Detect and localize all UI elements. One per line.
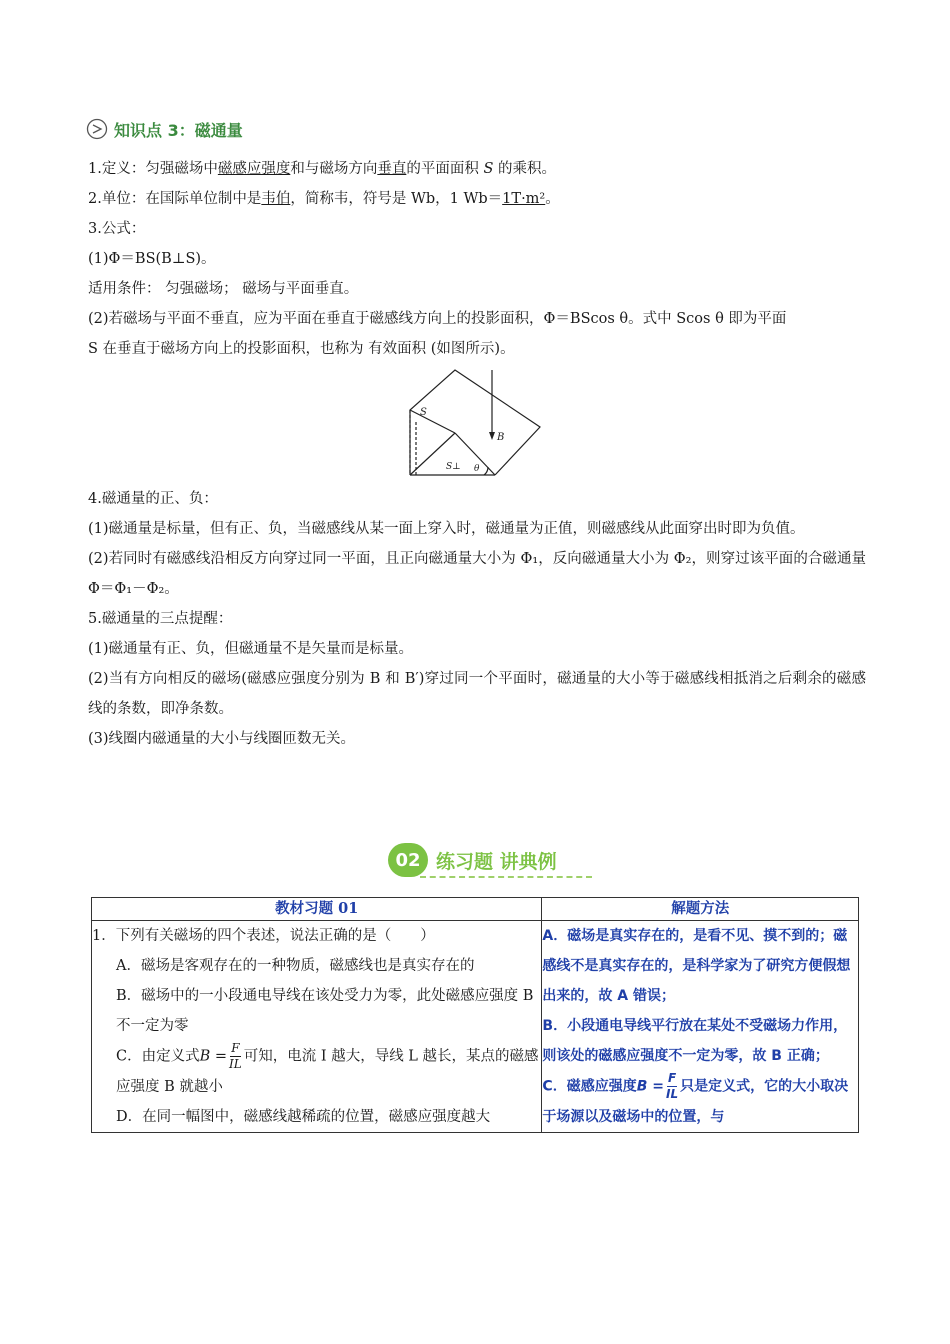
sign-heading: 4.磁通量的正、负： xyxy=(88,491,218,507)
formula-heading: 3.公式： xyxy=(88,221,146,237)
arrow-circle-icon xyxy=(86,118,108,140)
figure-label-s: S xyxy=(420,407,427,418)
fraction-denominator: IL xyxy=(229,1057,242,1071)
fraction-numerator: F xyxy=(231,1041,240,1055)
solution-cell xyxy=(542,921,859,1133)
unit-text-2: ，简称韦，符号是 Wb，1 Wb＝ xyxy=(290,191,503,207)
figure-inclined-plane xyxy=(410,370,540,475)
tip-1: (1)磁通量有正、负，但磁通量不是矢量而是标量。 xyxy=(88,641,414,657)
tip-3: (3)线圈内磁通量的大小与线圈匝数无关。 xyxy=(88,731,356,747)
solution-a: A．磁场是真实存在的，是看不见、摸不到的；磁感线不是真实存在的，是科学家为了研究方便假想出来的，故 A 错误； xyxy=(542,928,851,1004)
definition-text-1: 1.定义：匀强磁场中 xyxy=(88,161,218,177)
solution-c-suffix: 只是定义式，它的大小取决于场源以及磁场中的位置，与 xyxy=(542,1078,849,1125)
section-number-badge: 02 xyxy=(388,843,428,877)
definition-symbol-s: S xyxy=(483,161,494,177)
solution-c-fraction xyxy=(666,1071,678,1102)
projection-figure xyxy=(400,365,550,480)
knowledge-point-title: 知识点 3：磁通量 xyxy=(114,120,243,140)
option-c-suffix: 可知，电流 I 越大，导线 L 越长，某点的磁感应强度 B 就越小 xyxy=(116,1048,539,1095)
solution-c-formula-lhs: B = xyxy=(636,1078,664,1095)
question-cell xyxy=(92,921,542,1133)
option-d: D．在同一幅图中，磁感线越稀疏的位置，磁感应强度越大 xyxy=(116,1109,491,1125)
definition-line xyxy=(88,154,866,184)
solution-c xyxy=(542,1071,858,1132)
definition-text-4: 的乘积。 xyxy=(493,161,556,177)
solution-b: B．小段通电导线平行放在某处不受磁场力作用，则该处的磁感应强度不一定为零，故 B 正确； xyxy=(542,1018,848,1064)
option-c-fraction xyxy=(229,1041,242,1072)
figure-label-b: B xyxy=(497,432,505,443)
conditions-line: 适用条件： 匀强磁场； 磁场与平面垂直。 xyxy=(88,281,359,297)
formula-1: (1)Φ＝BS(B⊥S)。 xyxy=(88,251,216,267)
figure-label-sperp: S⊥ xyxy=(446,462,461,472)
option-a: A．磁场是客观存在的一种物质，磁感线也是真实存在的 xyxy=(116,958,475,974)
formula-2-line-1: (2)若磁场与平面不垂直，应为平面在垂直于磁感线方向上的投影面积，Φ＝BScos θ。式中 Scos θ 即为平面 xyxy=(88,311,787,327)
exercise-header: 教材习题 01 xyxy=(92,898,542,921)
exercise-table xyxy=(91,897,859,1133)
definition-text-3: 的平面面积 xyxy=(406,161,484,177)
solution-c-prefix: C．磁感应强度 xyxy=(542,1078,637,1095)
section-title: 练习题 讲典例 xyxy=(436,850,557,873)
sign-point-1: (1)磁通量是标量，但有正、负，当磁感线从某一面上穿入时，磁通量为正值，则磁感线从此面穿出时即为负值。 xyxy=(88,521,805,537)
unit-text-3: 。 xyxy=(545,191,560,207)
body-text-2 xyxy=(88,484,866,754)
option-c-formula-lhs: B = xyxy=(199,1048,228,1065)
unit-text-1: 2.单位：在国际单位制中是 xyxy=(88,191,262,207)
body-text xyxy=(88,154,866,364)
unit-line xyxy=(88,184,866,214)
banner-dashed-underline xyxy=(420,876,592,878)
question-stem: 1．下列有关磁场的四个表述，说法正确的是（ ） xyxy=(92,928,435,944)
solution-fraction-denominator: IL xyxy=(665,1087,679,1101)
solution-header: 解题方法 xyxy=(542,898,859,921)
definition-text-2: 和与磁场方向 xyxy=(290,161,378,177)
unit-underline-2: 1T·m² xyxy=(502,191,546,207)
figure-ridge-2 xyxy=(410,410,455,433)
option-b: B．磁场中的一小段通电导线在该处受力为零，此处磁感应强度 B 不一定为零 xyxy=(116,988,534,1034)
sign-point-2: (2)若同时有磁感线沿相反方向穿过同一平面，且正向磁通量大小为 Φ₁，反向磁通量大小为 Φ₂，则穿过该平面的合磁通量 Φ＝Φ₁－Φ₂。 xyxy=(88,551,866,597)
tips-heading: 5.磁通量的三点提醒： xyxy=(88,611,233,627)
option-c-prefix: C．由定义式 xyxy=(116,1048,200,1065)
section-banner xyxy=(388,840,598,880)
option-c xyxy=(92,1041,541,1102)
definition-underline-2: 垂直 xyxy=(377,161,407,177)
formula-2-line-2: S 在垂直于磁场方向上的投影面积，也称为 有效面积 (如图所示)。 xyxy=(88,341,515,357)
tip-2: (2)当有方向相反的磁场(磁感应强度分别为 B 和 B′)穿过同一个平面时，磁通量的大小等于磁感线相抵消之后剩余的磁感线的条数，即净条数。 xyxy=(88,671,866,717)
knowledge-point-heading xyxy=(86,114,243,144)
solution-fraction-numerator: F xyxy=(667,1071,677,1085)
figure-theta-arc xyxy=(484,467,488,475)
definition-underline-1: 磁感应强度 xyxy=(217,161,291,177)
figure-label-theta: θ xyxy=(474,464,480,474)
figure-b-arrowhead xyxy=(489,432,495,440)
unit-underline-1: 韦伯 xyxy=(261,191,291,207)
